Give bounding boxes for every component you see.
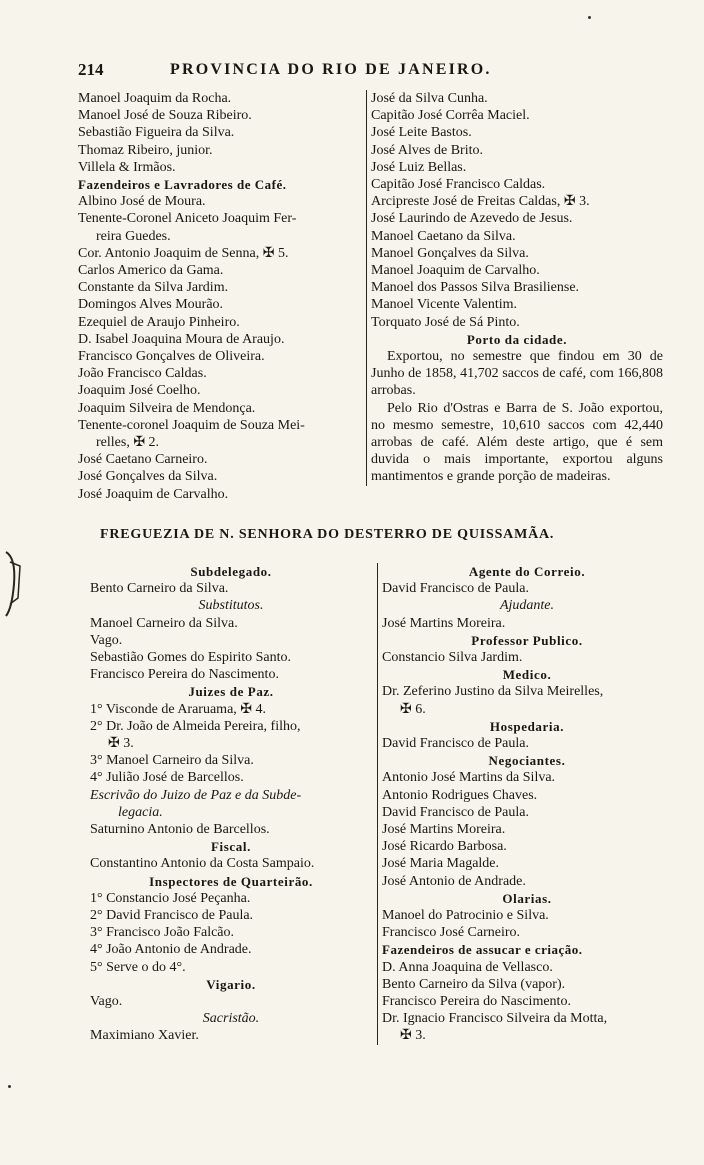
list-entry: Capitão José Corrêa Maciel. bbox=[371, 108, 530, 124]
list-entry: 2° David Francisco de Paula. bbox=[90, 908, 254, 924]
list-entry: Cor. Antonio Joaquim de Senna, ✠ 5. bbox=[78, 245, 289, 261]
list-entry: José Laurindo de Azevedo de Jesus. bbox=[371, 211, 573, 227]
list-entry: David Francisco de Paula. bbox=[382, 581, 529, 597]
section-heading: Olarias. bbox=[502, 890, 552, 906]
top-left-column bbox=[78, 90, 358, 503]
list-entry: José Martins Moreira. bbox=[382, 822, 506, 838]
section-heading: Agente do Correio. bbox=[468, 564, 586, 579]
list-entry: José Caetano Carneiro. bbox=[78, 452, 208, 468]
list-entry: 1° Visconde de Araruama, ✠ 4. bbox=[90, 701, 267, 717]
list-entry: 3° Manoel Carneiro da Silva. bbox=[90, 753, 254, 769]
list-entry: 2° Dr. João de Almeida Pereira, filho, bbox=[90, 718, 301, 734]
list-entry: Manoel Vicente Valentim. bbox=[371, 297, 517, 313]
top-right-list bbox=[371, 90, 663, 348]
freguezia-title: FREGUEZIA DE N. SENHORA DO DESTERRO DE QUISSAMÃA. bbox=[100, 527, 555, 542]
list-entry: Manoel do Patrocinio e Silva. bbox=[382, 908, 549, 924]
list-entry: Manoel José de Souza Ribeiro. bbox=[78, 108, 252, 124]
list-entry: David Francisco de Paula. bbox=[382, 804, 529, 820]
list-entry: 1° Constancio José Peçanha. bbox=[90, 890, 251, 906]
list-entry: José Antonio de Andrade. bbox=[382, 873, 526, 889]
list-entry: José Joaquim de Carvalho. bbox=[78, 486, 229, 502]
list-entry: José Luiz Bellas. bbox=[371, 159, 467, 175]
list-entry: José Gonçalves da Silva. bbox=[78, 469, 218, 485]
list-entry: 4° João Antonio de Andrade. bbox=[90, 942, 252, 958]
porto-paragraph-1: Exportou, no semestre que findou em 30 de Junho de 1858, 41,702 saccos de café, com 166,808 arrobas. bbox=[371, 349, 663, 399]
list-entry: Antonio José Martins da Silva. bbox=[382, 770, 556, 786]
list-entry: D. Isabel Joaquina Moura de Araujo. bbox=[78, 331, 285, 347]
list-entry: Villela & Irmãos. bbox=[78, 159, 176, 175]
list-entry: 3° Francisco João Falcão. bbox=[90, 925, 235, 941]
list-entry: D. Anna Joaquina de Vellasco. bbox=[382, 959, 553, 975]
list-entry: Domingos Alves Mourão. bbox=[78, 297, 224, 313]
list-entry: Tenente-Coronel Aniceto Joaquim Fer- bbox=[78, 211, 297, 227]
list-entry: Carlos Americo da Gama. bbox=[78, 263, 224, 279]
list-entry: David Francisco de Paula. bbox=[382, 736, 529, 752]
section-heading: Juizes de Paz. bbox=[188, 684, 274, 700]
list-entry: Francisco Pereira do Nascimento. bbox=[90, 667, 279, 683]
list-entry: Dr. Zeferino Justino da Silva Meirelles, bbox=[382, 684, 604, 700]
list-entry: relles, ✠ 2. bbox=[96, 435, 160, 451]
list-entry: Joaquim Silveira de Mendonça. bbox=[78, 400, 256, 416]
list-entry: Saturnino Antonio de Barcellos. bbox=[90, 822, 270, 838]
list-entry: Manoel dos Passos Silva Brasiliense. bbox=[371, 280, 580, 296]
list-entry: Capitão José Francisco Caldas. bbox=[371, 177, 546, 193]
ink-speck bbox=[588, 16, 591, 19]
subsection-heading: Ajudante. bbox=[499, 598, 555, 614]
list-entry: reira Guedes. bbox=[96, 228, 171, 244]
list-entry: ✠ 6. bbox=[400, 701, 426, 717]
list-entry: Arcipreste José de Freitas Caldas, ✠ 3. bbox=[371, 194, 590, 210]
list-entry: José Alves de Brito. bbox=[371, 142, 483, 158]
bottom-left-column bbox=[90, 563, 372, 1045]
page-header bbox=[78, 60, 678, 82]
porto-paragraph-2: Pelo Rio d'Ostras e Barra de S. João exportou, no mesmo semestre, 10,610 saccos com 42,440 arrobas de café. Além deste artigo, que é sem duvida o mais importante, exportou alguns mantimentos e grande porção de madeiras. bbox=[371, 400, 663, 485]
list-entry: José Maria Magalde. bbox=[382, 856, 500, 872]
list-entry: Francisco Gonçalves de Oliveira. bbox=[78, 349, 265, 365]
bottom-right-column bbox=[377, 563, 672, 1045]
ink-speck bbox=[8, 1085, 11, 1088]
section-heading: Fazendeiros de assucar e criação. bbox=[382, 942, 583, 958]
list-entry: José Ricardo Barbosa. bbox=[382, 839, 507, 855]
section-heading: Professor Publico. bbox=[471, 632, 583, 648]
section-heading: Medico. bbox=[502, 667, 552, 683]
margin-ink-mark-icon bbox=[2, 548, 24, 620]
section-heading: Subdelegado. bbox=[190, 564, 272, 579]
list-entry: Tenente-coronel Joaquim de Souza Mei- bbox=[78, 417, 305, 433]
section-heading: Fazendeiros e Lavradores de Café. bbox=[78, 177, 287, 193]
list-entry: João Francisco Caldas. bbox=[78, 366, 207, 382]
list-entry: Vago. bbox=[90, 632, 123, 648]
list-entry: Francisco Pereira do Nascimento. bbox=[382, 994, 571, 1010]
list-entry: Thomaz Ribeiro, junior. bbox=[78, 142, 213, 158]
list-entry: José Leite Bastos. bbox=[371, 125, 472, 141]
list-entry: Vago. bbox=[90, 994, 123, 1010]
list-entry: José Martins Moreira. bbox=[382, 615, 506, 631]
list-entry: Bento Carneiro da Silva. bbox=[90, 581, 229, 597]
section-heading: Inspectores de Quarteirão. bbox=[149, 873, 313, 889]
list-entry: Manoel Joaquim de Carvalho. bbox=[371, 263, 540, 279]
list-entry: Constantino Antonio da Costa Sampaio. bbox=[90, 856, 315, 872]
page-number: 214 bbox=[78, 60, 104, 79]
list-entry: Manoel Gonçalves da Silva. bbox=[371, 245, 529, 261]
list-entry: ✠ 3. bbox=[108, 736, 134, 752]
section-heading: Hospedaria. bbox=[489, 718, 565, 734]
list-entry: Sebastião Gomes do Espirito Santo. bbox=[90, 650, 292, 666]
list-entry: Torquato José de Sá Pinto. bbox=[371, 314, 520, 330]
list-entry: Sebastião Figueira da Silva. bbox=[78, 125, 235, 141]
list-entry: Manoel Joaquim da Rocha. bbox=[78, 91, 232, 106]
subsection-heading: Substitutos. bbox=[198, 598, 264, 614]
list-entry: Constancio Silva Jardim. bbox=[382, 650, 523, 666]
list-entry: Constante da Silva Jardim. bbox=[78, 280, 229, 296]
list-entry: Antonio Rodrigues Chaves. bbox=[382, 787, 538, 803]
section-heading: Porto da cidade. bbox=[466, 331, 568, 347]
section-heading: Fiscal. bbox=[211, 839, 251, 855]
list-entry: Escrivão do Juizo de Paz e da Subde- bbox=[90, 787, 302, 803]
list-entry: José da Silva Cunha. bbox=[371, 91, 488, 106]
list-entry: Dr. Ignacio Francisco Silveira da Motta, bbox=[382, 1011, 608, 1027]
list-entry: legacia. bbox=[118, 804, 163, 820]
list-entry: Albino José de Moura. bbox=[78, 194, 206, 210]
list-entry: Manoel Caetano da Silva. bbox=[371, 228, 516, 244]
list-entry: Joaquim José Coelho. bbox=[78, 383, 201, 399]
section-heading: Negociantes. bbox=[488, 753, 566, 769]
list-entry: 5° Serve o do 4°. bbox=[90, 959, 186, 975]
list-entry: Bento Carneiro da Silva (vapor). bbox=[382, 976, 566, 992]
list-entry: Francisco José Carneiro. bbox=[382, 925, 521, 941]
list-entry: Ezequiel de Araujo Pinheiro. bbox=[78, 314, 240, 330]
subsection-heading: Sacristão. bbox=[202, 1011, 260, 1027]
list-entry: 4° Julião José de Barcellos. bbox=[90, 770, 244, 786]
list-entry: ✠ 3. bbox=[400, 1028, 426, 1044]
section-heading: Vigario. bbox=[206, 976, 256, 992]
list-entry: Maximiano Xavier. bbox=[90, 1028, 199, 1044]
list-entry: Manoel Carneiro da Silva. bbox=[90, 615, 238, 631]
running-title: PROVINCIA DO RIO DE JANEIRO. bbox=[170, 61, 492, 78]
top-right-column bbox=[366, 90, 663, 486]
